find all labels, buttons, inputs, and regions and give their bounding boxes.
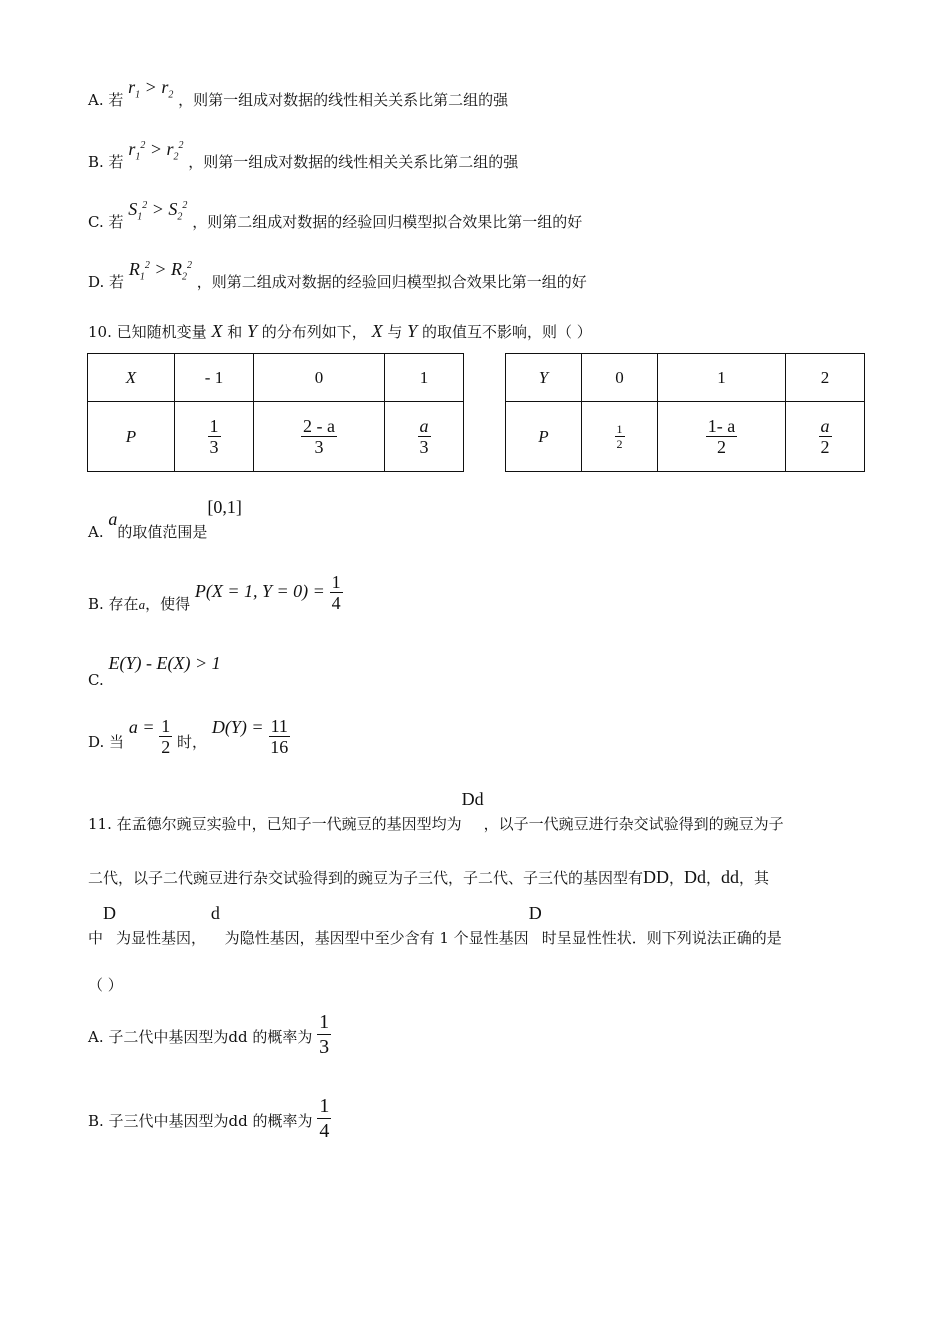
table-x-header-val: - 1 [175, 354, 254, 402]
q10-b-fraction: $\frac{1}{4}$ [331, 572, 341, 613]
table-y-header-val: 1 [658, 354, 786, 402]
distribution-table-x [87, 353, 464, 472]
table-y-header-val: 0 [582, 354, 658, 402]
table-x-header-val: 0 [254, 354, 385, 402]
table-x-prob-cell: $\frac{2 - a}{3}$ [254, 402, 385, 472]
q9-option-b: B. 若 $r_1^2 > r_2^2$ ，则第一组成对数据的线性相关关系比第二组的强 [88, 139, 519, 171]
table-y-prob-cell: $\frac{a}{2}$ [786, 402, 865, 472]
table-y-header-val: 2 [786, 354, 865, 402]
q10-d-fraction-dy: $\frac{11}{16}$ [270, 716, 289, 757]
table-y-prob-cell: $\frac{1- a}{2}$ [658, 402, 786, 472]
q11-line-4: （ ） [88, 976, 123, 994]
q9-option-a: A. 若 $r_1 > r_2$ ，则第一组成对数据的线性相关关系比第二组的强 [88, 77, 509, 109]
q9-option-c: C. 若 $S_1^2 > S_2^2$ ，则第二组成对数据的经验回归模型拟合效果比第一组的好 [88, 199, 583, 231]
table-x-prob-label: P [88, 402, 175, 472]
table-x-prob-cell: $\frac{1}{3}$ [175, 402, 254, 472]
q11-line-1: 11. 在孟德尔豌豆实验中，已知子一代豌豆的基因型均为Dd，以子一代豌豆进行杂交试验得到的豌豆为子 [88, 789, 784, 833]
q10-option-a: A. a的取值范围是[0,1] [88, 497, 242, 541]
table-y-header-var: Y [506, 354, 582, 402]
q10-option-d: D. 当 a = $\frac{1}{2}$ 时， D(Y) = $\frac{11}{16}$ [88, 716, 289, 757]
table-y-prob-label: P [506, 402, 582, 472]
table-x-prob-cell: $\frac{a}{3}$ [385, 402, 464, 472]
q9-b-math: $r_1^2 > r_2^2$ [128, 139, 184, 163]
q9-a-math: $r_1 > r_2$ [128, 77, 174, 101]
q11-line-3: 中D为显性基因， d 为隐性基因，基因型中至少含有 1 个显性基因D时呈显性性状．则下列说法正确的是 [88, 903, 782, 947]
q10-option-c: C. E(Y) - E(X) > 1 [88, 653, 221, 689]
q11-line-2: 二代，以子二代豌豆进行杂交试验得到的豌豆为子三代，子二代、子三代的基因型有DD，Dd，dd，其 [88, 867, 770, 887]
distribution-table-y [505, 353, 865, 472]
q11-a-fraction: $\frac{1}{3}$ [319, 1011, 330, 1058]
q10-stem: 10. 已知随机变量 X 和 Y 的分布列如下， X 与 Y 的取值互不影响，则（ ） [88, 321, 592, 341]
table-x-header-val: 1 [385, 354, 464, 402]
q9-option-d: D. 若 $R_1^2 > R_2^2$ ，则第二组成对数据的经验回归模型拟合效果比第一组的好 [88, 259, 587, 291]
q10-d-fraction-a: $\frac{1}{2}$ [161, 716, 171, 757]
table-x-header-var: X [88, 354, 175, 402]
q10-option-b: B. 存在a，使得 P(X = 1, Y = 0) = $\frac{1}{4}$ [88, 572, 341, 613]
q11-option-a: A. 子二代中基因型为dd 的概率为 $\frac{1}{3}$ [88, 1011, 330, 1058]
q11-option-b: B. 子三代中基因型为dd 的概率为 $\frac{1}{4}$ [88, 1095, 330, 1142]
q9-d-math: $R_1^2 > R_2^2$ [128, 259, 192, 283]
q11-b-fraction: $\frac{1}{4}$ [319, 1095, 330, 1142]
q9-c-math: $S_1^2 > S_2^2$ [128, 199, 188, 223]
table-y-prob-cell: $\frac{1}{2}$ [582, 402, 658, 472]
